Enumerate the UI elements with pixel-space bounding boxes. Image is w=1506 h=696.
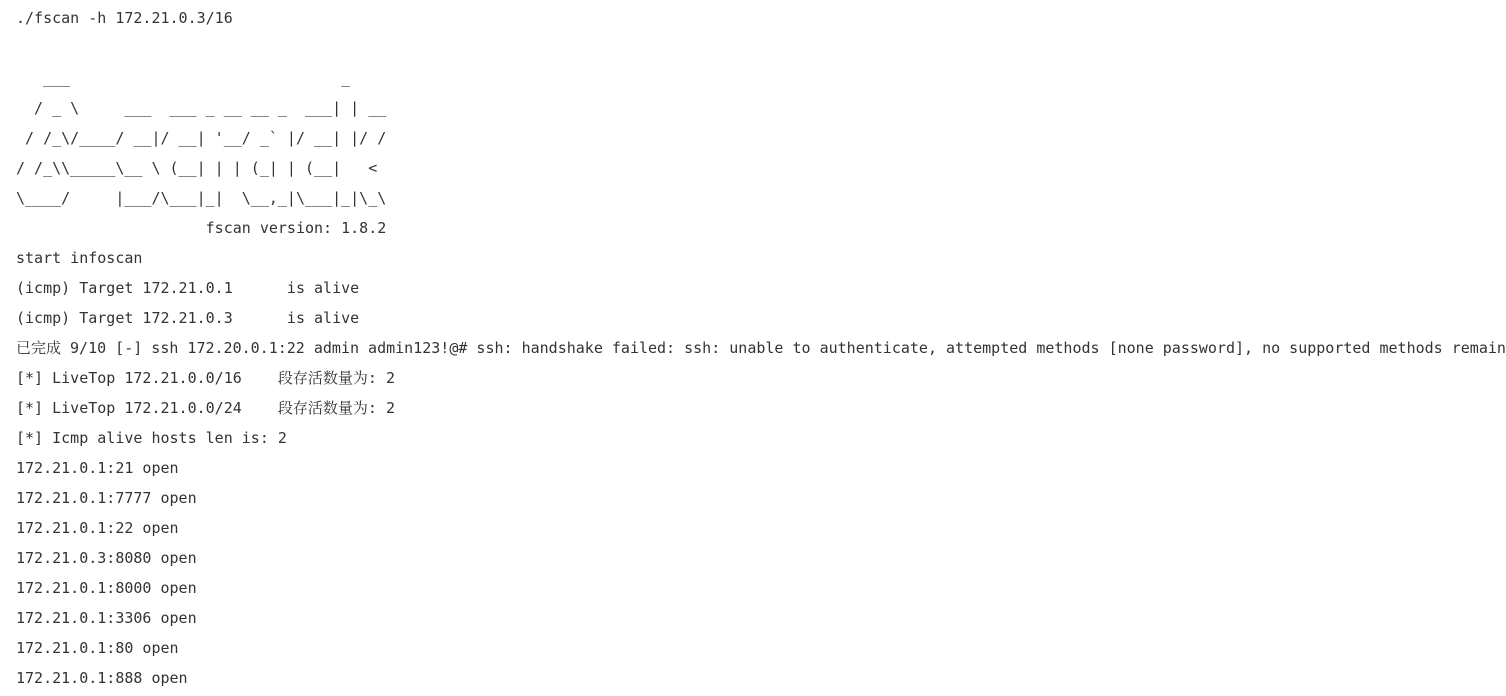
open-port-line: 172.21.0.1:3306 open	[16, 609, 197, 627]
version-line: fscan version: 1.8.2	[16, 219, 387, 237]
open-port-line: 172.21.0.1:8000 open	[16, 579, 197, 597]
command-line: ./fscan -h 172.21.0.3/16	[16, 9, 233, 27]
output-line: [*] LiveTop 172.21.0.0/24 段存活数量为: 2	[16, 399, 395, 417]
output-line: start infoscan	[16, 249, 143, 267]
open-port-line: 172.21.0.1:22 open	[16, 519, 179, 537]
output-line: 已完成 9/10 [-] ssh 172.20.0.1:22 admin admin123!@# ssh: handshake failed: ssh: unable to authenticate, attempted methods [none password], no supported methods remain	[16, 339, 1506, 357]
ascii-banner: ___ _ / _ \ ___ ___ _ __ __ _ ___| | __ / /_\/____/ __|/ __| '__/ _` |/ __| |/ / / /_\\_____\__ \ (__| | | (_| | (__| < \____/ |___/\___|_| \__,_|\___|_|\_\	[16, 69, 387, 207]
output-line: (icmp) Target 172.21.0.1 is alive	[16, 279, 360, 297]
open-port-line: 172.21.0.3:8080 open	[16, 549, 197, 567]
open-port-line: 172.21.0.1:80 open	[16, 639, 179, 657]
open-port-line: 172.21.0.1:21 open	[16, 459, 179, 477]
terminal-output[interactable]	[16, 0, 1506, 696]
open-port-line: 172.21.0.1:888 open	[16, 669, 188, 687]
output-line: [*] LiveTop 172.21.0.0/16 段存活数量为: 2	[16, 369, 395, 387]
open-port-line: 172.21.0.1:7777 open	[16, 489, 197, 507]
output-line: (icmp) Target 172.21.0.3 is alive	[16, 309, 360, 327]
output-line: [*] Icmp alive hosts len is: 2	[16, 429, 287, 447]
